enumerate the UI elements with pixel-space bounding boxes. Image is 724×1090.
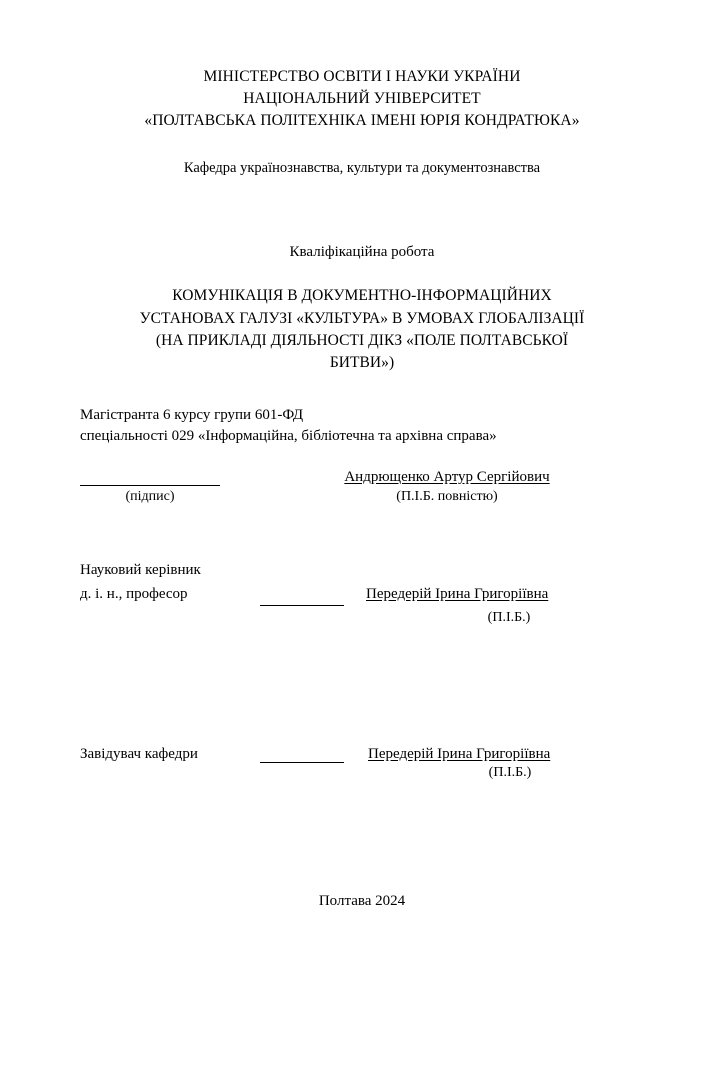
thesis-title bbox=[72, 285, 652, 374]
student-name-caption: (П.І.Б. повністю) bbox=[396, 489, 498, 505]
signature-caption: (підпис) bbox=[125, 489, 175, 505]
ministry-header bbox=[72, 66, 652, 132]
university-name-line: «ПОЛТАВСЬКА ПОЛІТЕХНІКА ІМЕНІ ЮРІЯ КОНДРАТЮКА» bbox=[144, 112, 580, 129]
student-course-line: Магістранта 6 курсу групи 601-ФД bbox=[80, 406, 304, 423]
department-line: Кафедра українознавства, культури та документознавства bbox=[183, 160, 541, 176]
head-name: Передерій Ірина Григоріївна bbox=[368, 745, 551, 762]
signature-line bbox=[80, 472, 220, 486]
student-specialty-line: спеціальності 029 «Інформаційна, бібліотечна та архівна справа» bbox=[80, 427, 497, 444]
advisor-info bbox=[72, 560, 652, 628]
head-row bbox=[80, 746, 652, 763]
head-signature-line bbox=[260, 749, 344, 763]
student-name: Андрющенко Артур Сергійович bbox=[344, 469, 550, 486]
advisor-signature-line bbox=[260, 592, 344, 606]
head-name-caption: (П.І.Б.) bbox=[488, 764, 532, 780]
head-of-department-info bbox=[72, 746, 652, 781]
head-label: Завідувач кафедри bbox=[80, 745, 198, 762]
student-signature-captions bbox=[72, 489, 652, 505]
work-type-label: Кваліфікаційна робота bbox=[289, 244, 435, 261]
city-year-footer: Полтава 2024 bbox=[318, 892, 406, 909]
advisor-caption-row bbox=[80, 608, 652, 628]
thesis-title-line-3: (НА ПРИКЛАДІ ДІЯЛЬНОСТІ ДІКЗ «ПОЛЕ ПОЛТАВСЬКОЇ bbox=[155, 331, 569, 349]
ministry-line: МІНІСТЕРСТВО ОСВІТИ І НАУКИ УКРАЇНИ bbox=[203, 68, 521, 85]
advisor-degree: д. і. н., професор bbox=[80, 585, 188, 602]
advisor-row bbox=[80, 584, 652, 606]
thesis-title-line-1: КОМУНІКАЦІЯ В ДОКУМЕНТНО-ІНФОРМАЦІЙНИХ bbox=[172, 287, 552, 305]
student-signature-row bbox=[72, 469, 652, 486]
advisor-name: Передерій Ірина Григоріївна bbox=[366, 585, 549, 602]
university-line: НАЦІОНАЛЬНИЙ УНІВЕРСИТЕТ bbox=[243, 90, 481, 107]
title-page bbox=[0, 66, 724, 1090]
thesis-title-line-4: БИТВИ») bbox=[329, 354, 395, 372]
advisor-label: Науковий керівник bbox=[80, 562, 201, 579]
thesis-title-line-2: УСТАНОВАХ ГАЛУЗІ «КУЛЬТУРА» В УМОВАХ ГЛОБАЛІЗАЦІЇ bbox=[139, 309, 585, 327]
advisor-name-caption: (П.І.Б.) bbox=[487, 609, 531, 625]
student-info bbox=[72, 405, 652, 448]
head-caption-row bbox=[80, 765, 652, 781]
